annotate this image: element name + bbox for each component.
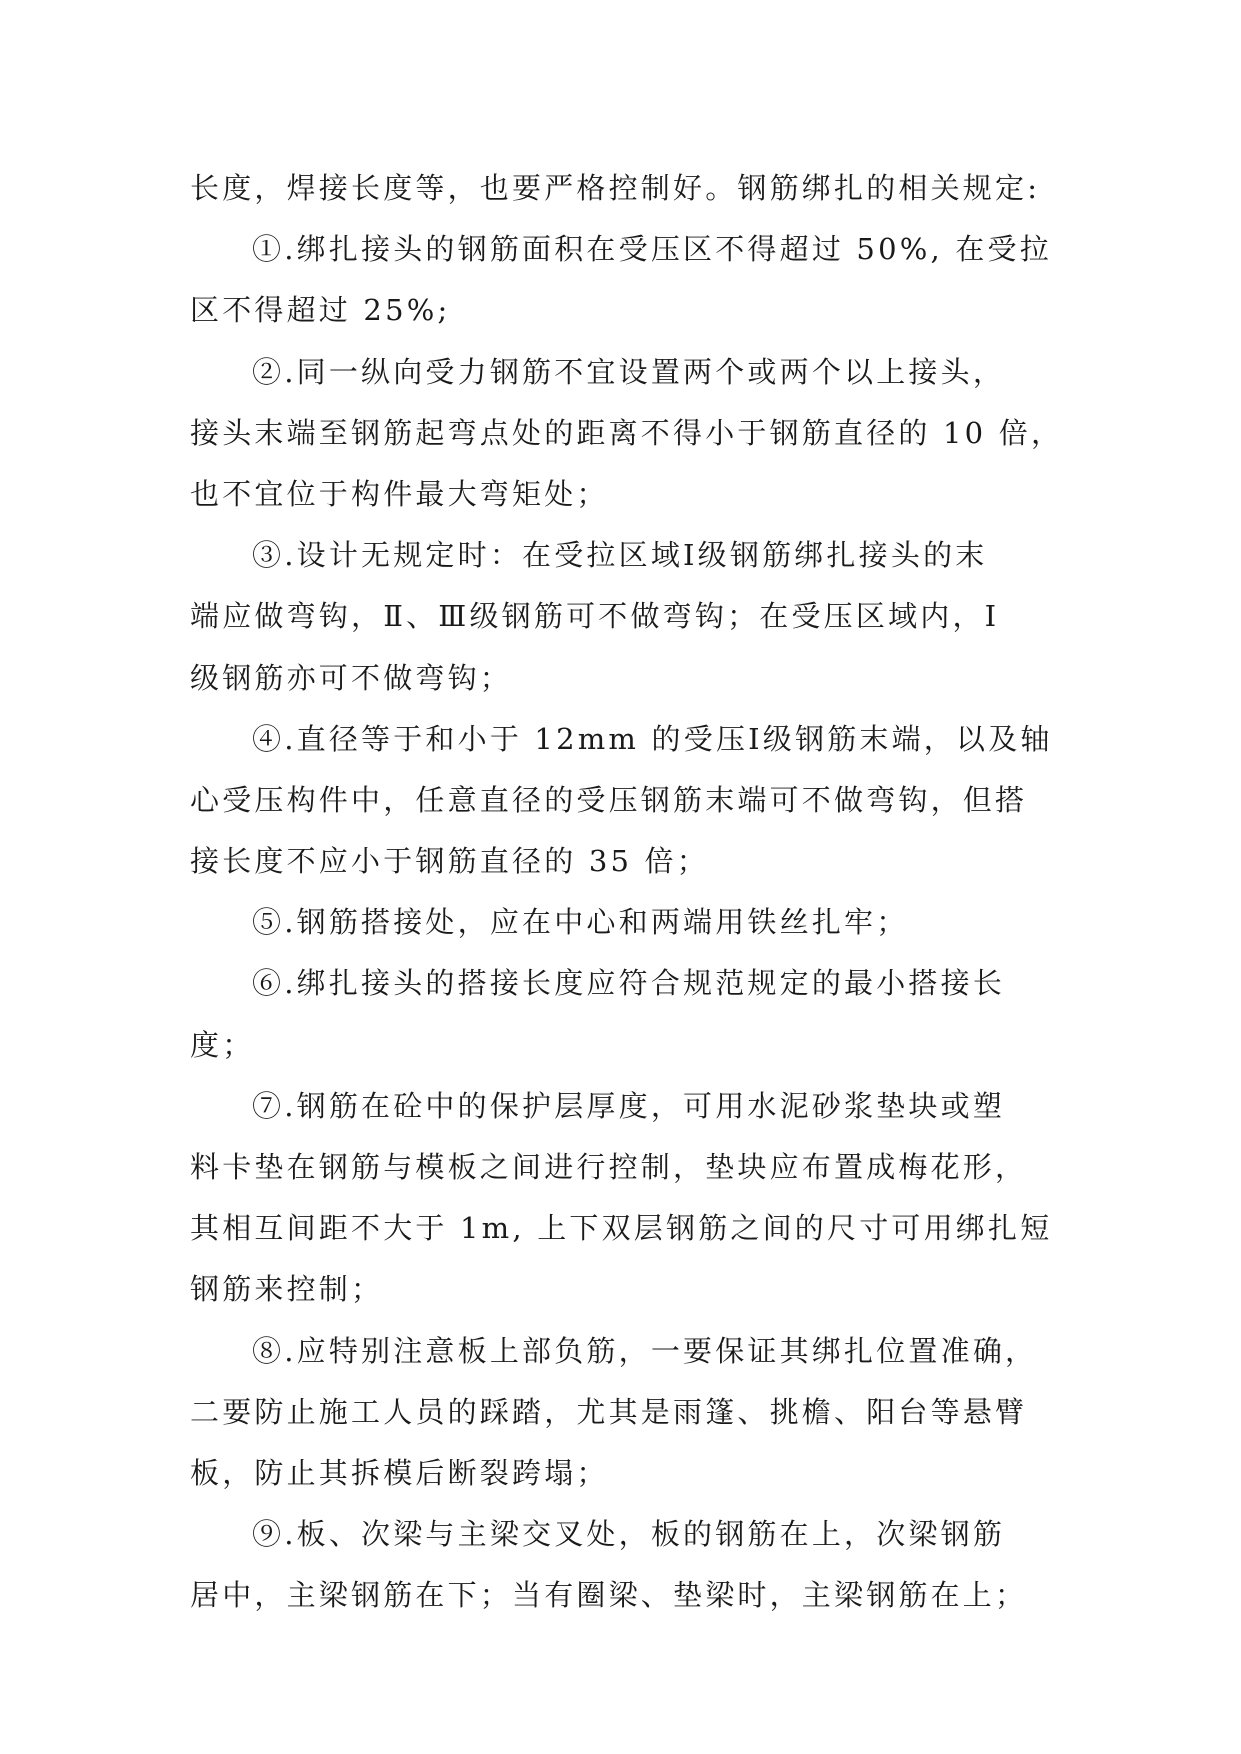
body-line: 也不宜位于构件最大弯矩处； <box>190 476 609 511</box>
body-line: 居中，主梁钢筋在下；当有圈梁、垫梁时，主梁钢筋在上； <box>190 1578 1028 1613</box>
rule-8-line: ⑧.应特别注意板上部负筋，一要保证其绑扎位置准确， <box>252 1333 1038 1368</box>
rule-9-line: ⑨.板、次梁与主梁交叉处，板的钢筋在上，次梁钢筋 <box>252 1517 1006 1552</box>
rule-6-line: ⑥.绑扎接头的搭接长度应符合规范规定的最小搭接长 <box>252 966 1006 1001</box>
rule-7-line: ⑦.钢筋在砼中的保护层厚度，可用水泥砂浆垫块或塑 <box>252 1088 1006 1123</box>
body-line: 端应做弯钩，Ⅱ、Ⅲ级钢筋可不做弯钩；在受压区域内，Ⅰ <box>190 599 1000 634</box>
document-body <box>190 158 1070 1627</box>
rule-1-line: ①.绑扎接头的钢筋面积在受压区不得超过 50%, 在受拉 <box>252 232 1052 267</box>
body-line: 二要防止施工人员的踩踏，尤其是雨篷、挑檐、阳台等悬臂 <box>190 1394 1028 1429</box>
body-line: 区不得超过 25%; <box>190 293 451 328</box>
rule-3-line: ③.设计无规定时：在受拉区域Ⅰ级钢筋绑扎接头的末 <box>252 538 988 573</box>
body-line: 接长度不应小于钢筋直径的 35 倍； <box>190 844 709 879</box>
body-line: 其相互间距不大于 1m, 上下双层钢筋之间的尺寸可用绑扎短 <box>190 1211 1053 1246</box>
body-line: 心受压构件中，任意直径的受压钢筋末端可不做弯钩，但搭 <box>190 782 1028 817</box>
rule-4-line: ④.直径等于和小于 12mm 的受压Ⅰ级钢筋末端，以及轴 <box>252 721 1053 756</box>
body-line: 度； <box>190 1027 255 1062</box>
rule-2-line: ②.同一纵向受力钢筋不宜设置两个或两个以上接头， <box>252 354 1006 389</box>
body-line: 接头末端至钢筋起弯点处的距离不得小于钢筋直径的 10 倍， <box>190 415 1064 450</box>
rule-5-line: ⑤.钢筋搭接处，应在中心和两端用铁丝扎牢； <box>252 905 909 940</box>
body-line: 长度，焊接长度等，也要严格控制好。钢筋绑扎的相关规定: <box>190 171 1041 205</box>
body-line: 级钢筋亦可不做弯钩； <box>190 660 513 695</box>
body-line: 料卡垫在钢筋与模板之间进行控制，垫块应布置成梅花形， <box>190 1150 1028 1184</box>
body-line: 板，防止其拆模后断裂跨塌； <box>190 1455 609 1490</box>
body-line: 钢筋来控制； <box>190 1272 384 1307</box>
